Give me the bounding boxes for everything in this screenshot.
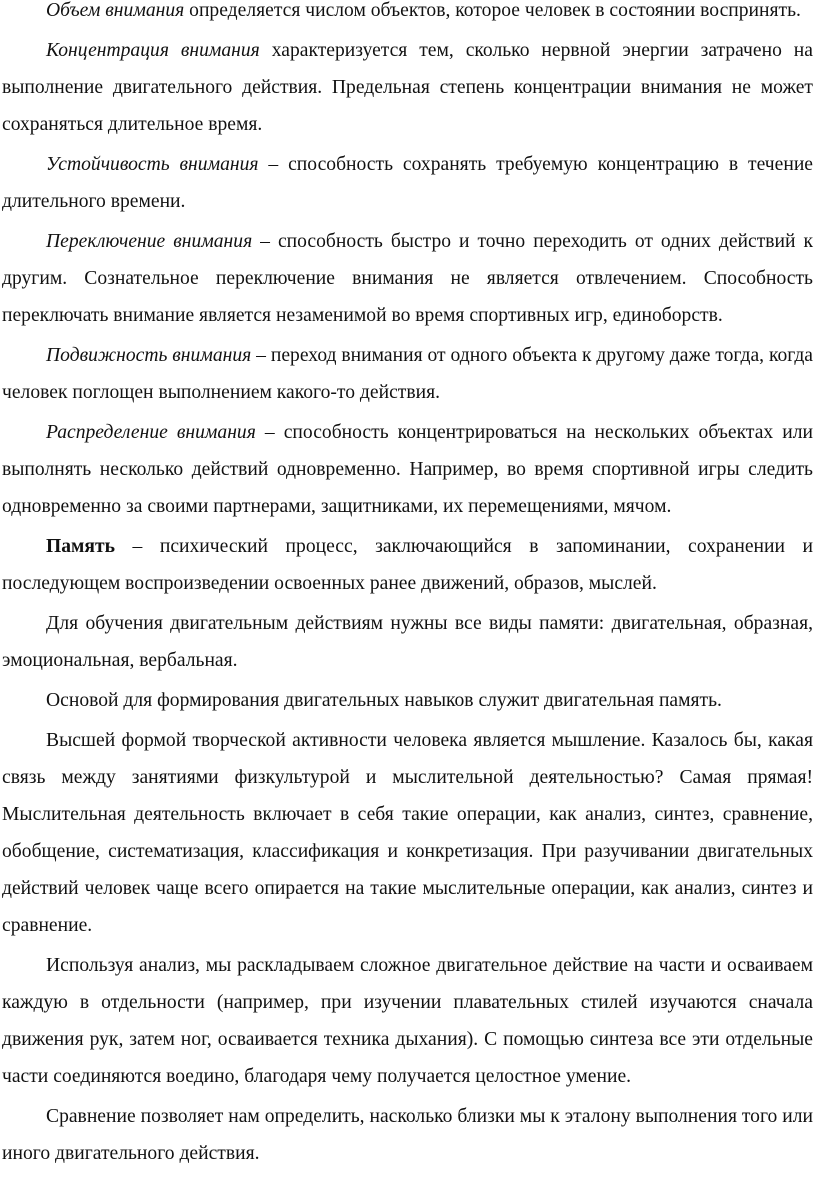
paragraph-memory-types: Для обучения двигательным действиям нужны все виды памяти: двигательная, образная, эмоциональная, вербальная. bbox=[2, 613, 813, 671]
paragraph-text: – способность концентрироваться на нескольких объектах или выполнять несколько действий одновременно. Например, во время спортивной игры следить одновременно за своими партнерами, защитниками, их перемещениями, мячом. bbox=[2, 422, 813, 517]
paragraph-attention-distribution bbox=[2, 414, 813, 525]
term-attention-stability: Устойчивость внимания bbox=[46, 154, 259, 175]
paragraph-attention-concentration bbox=[2, 32, 813, 143]
paragraph-analysis-synthesis: Используя анализ, мы раскладываем сложное двигательное действие на части и осваиваем каждую в отдельности (например, при изучении плавательных стилей изучаются сначала движения рук, затем ног, осваивается техника дыхания). С помощью синтеза все эти отдельные части соединяются воедино, благодаря чему получается целостное умение. bbox=[2, 955, 813, 1087]
paragraph-thinking: Высшей формой творческой активности человека является мышление. Казалось бы, какая связь между занятиями физкультурой и мыслительной деятельностью? Самая прямая! Мыслительная деятельность включает в себя такие операции, как анализ, синтез, сравнение, обобщение, систематизация, классификация и конкретизация. При разучивании двигательных действий человек чаще всего опирается на такие мыслительные операции, как анализ, синтез и сравнение. bbox=[2, 730, 813, 936]
paragraph-motor-memory: Основой для формирования двигательных навыков служит двигательная память. bbox=[46, 690, 722, 711]
term-attention-concentration: Концентрация внимания bbox=[46, 40, 260, 61]
paragraph-attention-stability bbox=[2, 146, 813, 220]
term-memory: Память bbox=[46, 536, 115, 557]
paragraph-text: – способность сохранять требуемую концентрацию в течение длительного времени. bbox=[2, 154, 813, 212]
paragraph-text: – переход внимания от одного объекта к другому даже тогда, когда человек поглощен выполнением какого-то действия. bbox=[2, 345, 813, 403]
paragraph-attention-volume bbox=[2, 0, 813, 29]
paragraph-attention-mobility bbox=[2, 337, 813, 411]
term-attention-distribution: Распределение внимания bbox=[46, 422, 256, 443]
paragraph-text: – способность быстро и точно переходить от одних действий к другим. Сознательное переключение внимания не является отвлечением. Способность переключать внимание является незаменимой во время спортивных игр, единоборств. bbox=[2, 231, 813, 326]
term-attention-volume: Объем внимания bbox=[46, 0, 185, 21]
term-attention-mobility: Подвижность внимания bbox=[46, 345, 252, 366]
paragraph-text: – психический процесс, заключающийся в запоминании, сохранении и последующем воспроизведении освоенных ранее движений, образов, мыслей. bbox=[2, 536, 813, 594]
paragraph-text: определяется числом объектов, которое человек в состоянии воспринять. bbox=[184, 0, 801, 21]
term-attention-switching: Переключение внимания bbox=[46, 231, 253, 252]
paragraph-attention-switching bbox=[2, 223, 813, 334]
paragraph-memory bbox=[2, 528, 813, 602]
paragraph-text: характеризуется тем, сколько нервной энергии затрачено на выполнение двигательного действия. Предельная степень концентрации внимания не может сохраняться длительное время. bbox=[2, 40, 813, 135]
paragraph-comparison: Сравнение позволяет нам определить, насколько близки мы к эталону выполнения того или иного двигательного действия. bbox=[2, 1106, 813, 1164]
